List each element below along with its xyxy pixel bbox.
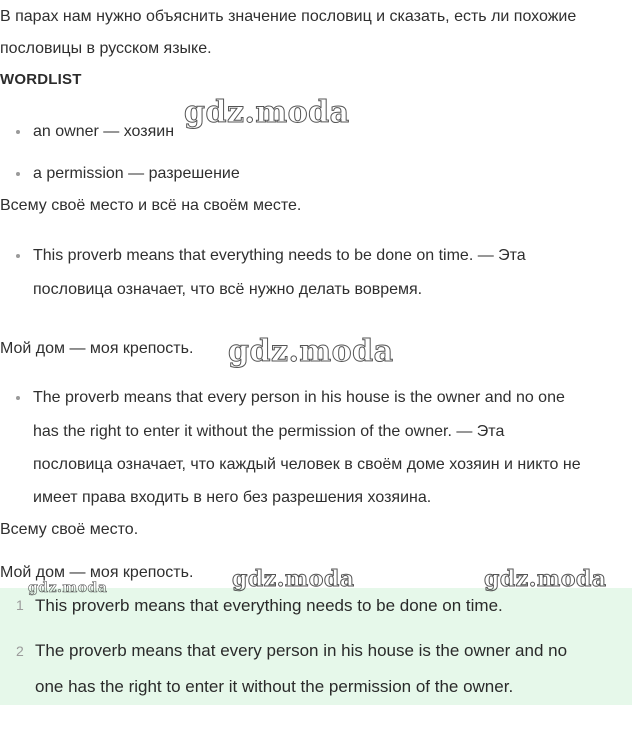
answer-line: The proverb means that every person in his house is the owner and no [35, 641, 568, 660]
watermark-logo: gdz.moda [484, 566, 607, 592]
explanation-line: имеет права входить в него без разрешения хозяина. [33, 489, 432, 506]
answer-line: one has the right to enter it without the permission of the owner. [35, 677, 514, 696]
explanation-line: has the right to enter it without the permission of the owner. — Эта [33, 423, 505, 440]
wordlist-item: an owner — хозяин [33, 123, 175, 140]
explanation-line: This proverb means that everything needs to be done on time. — Эта [33, 247, 526, 264]
answer-box [0, 588, 632, 705]
intro-line-1: В парах нам нужно объяснить значение пословиц и сказать, есть ли похожие [0, 8, 577, 25]
answer-line: This proverb means that everything needs to be done on time. [35, 596, 503, 615]
watermark-logo: gdz.moda [184, 95, 350, 130]
explanation-line: The proverb means that every person in his house is the owner and no one [33, 389, 565, 406]
answer-number: 1 [16, 597, 24, 613]
explanation-line: пословица означает, что всё нужно делать вовремя. [33, 281, 423, 298]
intro-line-2: пословицы в русском языке. [0, 40, 212, 57]
proverb-title: Всему своё место и всё на своём месте. [0, 197, 302, 214]
bullet-dot [16, 254, 20, 258]
similar-line-2: Мой дом — моя крепость. [0, 564, 194, 581]
wordlist-item: a permission — разрешение [33, 165, 240, 182]
proverb-title: Мой дом — моя крепость. [0, 340, 194, 357]
bullet-dot [16, 396, 20, 400]
wordlist [16, 116, 616, 196]
proverb-explanation [16, 238, 616, 308]
bullet-dot [16, 172, 20, 176]
watermark-logo: gdz.moda [228, 334, 394, 369]
answer-number: 2 [16, 643, 24, 659]
explanation-line: пословица означает, что каждый человек в своём доме хозяин и никто не [33, 456, 581, 473]
proverb-explanation [16, 380, 616, 516]
wordlist-heading: WORDLIST [0, 71, 82, 88]
bullet-dot [16, 130, 20, 134]
similar-line-1: Всему своё место. [0, 521, 139, 538]
watermark-logo: gdz.moda [232, 566, 355, 592]
